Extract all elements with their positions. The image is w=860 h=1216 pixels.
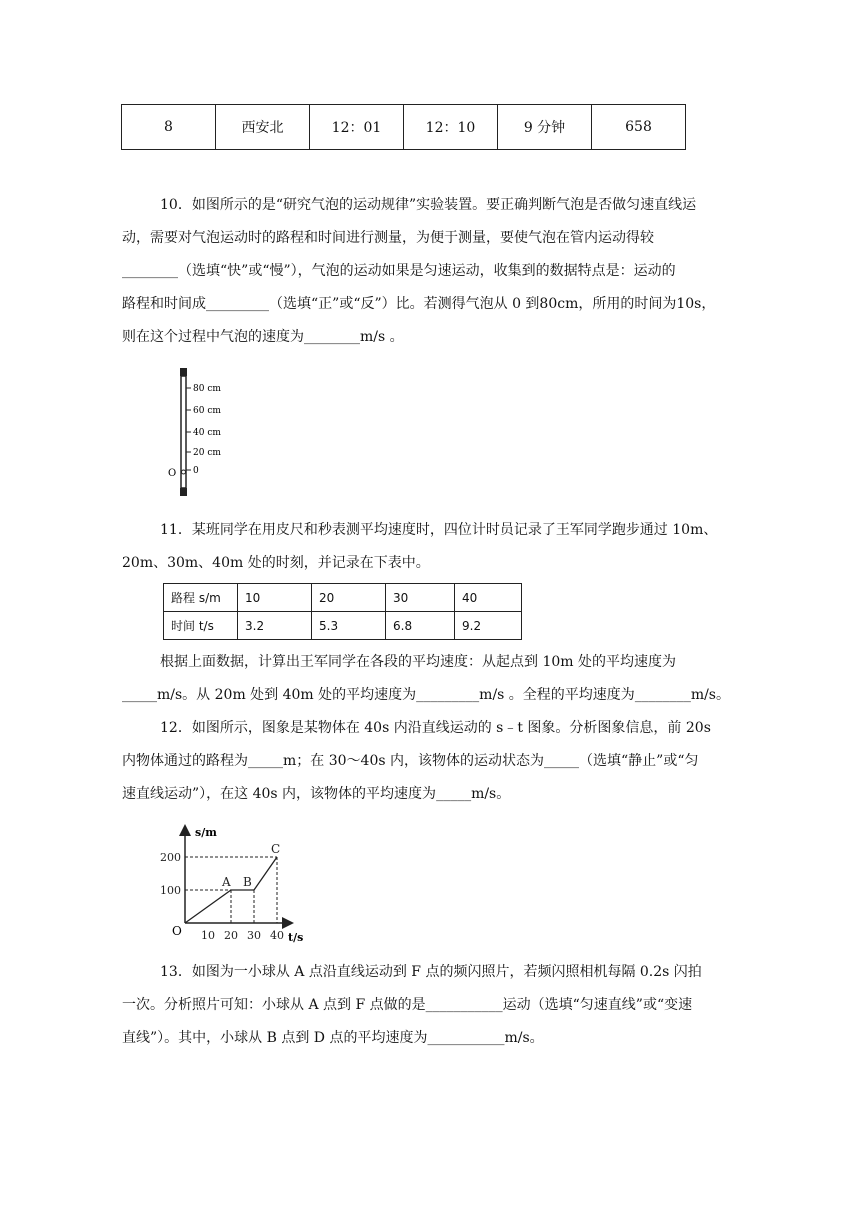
q10-line3: [122, 255, 742, 288]
q12-text: （选填“静止”或“匀: [579, 753, 699, 769]
table-cell: 12：01: [310, 105, 404, 150]
q11-text: m/s。: [690, 687, 730, 703]
q13-line3: [122, 1022, 742, 1055]
running-data-table: [163, 583, 522, 640]
answer-blank[interactable]: ________: [122, 263, 178, 279]
table-cell: 30: [386, 584, 455, 612]
point-label: A: [222, 875, 231, 889]
q10-text: （选填“快”或“慢”），气泡的运动如果是匀速运动，收集到的数据特点是：运动的: [178, 263, 676, 279]
x-tick-label: 30: [247, 929, 261, 942]
y-axis-label: s/m: [195, 826, 217, 839]
point-label: B: [243, 875, 252, 889]
q12-text: 内物体通过的路程为: [122, 753, 248, 769]
table-cell: 3.2: [238, 612, 312, 640]
table-row: [164, 584, 522, 612]
answer-blank[interactable]: _____: [122, 687, 157, 703]
point-label: C: [271, 842, 281, 856]
q13-text: 一次。分析照片可知：小球从 A 点到 F 点做的是: [122, 997, 426, 1013]
table-cell: 658: [592, 105, 686, 150]
graph-line: [185, 857, 277, 923]
table-cell: 西安北: [216, 105, 310, 150]
q12-text: m；在 30～40s 内，该物体的运动状态为: [283, 753, 544, 769]
tube-label: 20 cm: [193, 448, 221, 458]
train-schedule-table: [121, 104, 686, 150]
question-10: [122, 189, 742, 354]
q11-line3: 根据上面数据，计算出王军同学在各段的平均速度：从起点到 10m 处的平均速度为: [160, 654, 676, 670]
q11-text: m/s。从 20m 处到 40m 处的平均速度为: [157, 687, 417, 703]
tube-label: 60 cm: [193, 406, 221, 416]
answer-blank[interactable]: ___________: [427, 1030, 505, 1046]
q13-line1: 13．如图为一小球从 A 点沿直线运动到 F 点的频闪照片，若频闪照相机每隔 0.2s 闪拍: [160, 964, 702, 980]
question-12: [122, 712, 742, 811]
answer-blank[interactable]: ________: [634, 687, 691, 703]
q10-text: 则在这个过程中气泡的速度为: [122, 329, 304, 345]
table-cell: 40: [455, 584, 522, 612]
s-t-graph: [160, 822, 320, 950]
q11-line2: 20m、30m、40m 处的时刻，并记录在下表中。: [122, 555, 430, 571]
answer-blank[interactable]: _____: [436, 786, 472, 802]
x-axis-label: t/s: [288, 931, 304, 944]
answer-blank[interactable]: ________: [304, 329, 360, 345]
q10-text: （选填“正”或“反”）比。若测得气泡从 0 到80cm，所用的时间为10s，: [269, 296, 716, 312]
q13-text: m/s。: [504, 1030, 544, 1046]
tube-label: 0: [193, 466, 199, 476]
tube-label: 40 cm: [193, 428, 221, 438]
q12-line1: 12．如图所示，图象是某物体在 40s 内沿直线运动的 s﹣t 图象。分析图象信息，前 20s: [160, 720, 711, 736]
x-tick-label: 40: [270, 929, 284, 942]
table-cell: 时间 t/s: [164, 612, 238, 640]
table-row: [122, 105, 686, 150]
q12-text: 速直线运动”），在这 40s 内，该物体的平均速度为: [122, 786, 437, 802]
table-row: [164, 612, 522, 640]
question-13: [122, 956, 742, 1055]
table-cell: 6.8: [386, 612, 455, 640]
table-cell: 20: [312, 584, 386, 612]
tube-label: 80 cm: [193, 384, 221, 394]
question-11-continued: [122, 646, 742, 712]
table-cell: 5.3: [312, 612, 386, 640]
q11-line1: 11．某班同学在用皮尺和秒表测平均速度时，四位计时员记录了王军同学跑步通过 10m、: [160, 522, 718, 538]
q10-line5: [122, 321, 742, 354]
q13-text: 运动（选填“匀速直线”或“变速: [502, 997, 693, 1013]
answer-blank[interactable]: _____: [544, 753, 579, 769]
q11-line4: [122, 679, 742, 712]
q10-text: 路程和时间成: [122, 296, 206, 312]
q12-line2: [122, 745, 742, 778]
tube-cap-bottom: [180, 488, 187, 496]
q13-line2: [122, 989, 742, 1022]
q10-line1: 10．如图所示的是“研究气泡的运动规律”实验装置。要正确判断气泡是否做匀速直线运: [160, 197, 697, 213]
table-cell: 路程 s/m: [164, 584, 238, 612]
y-tick-label: 200: [160, 851, 181, 864]
table-cell: 9 分钟: [498, 105, 592, 150]
q10-line2: 动，需要对气泡运动时的路程和时间进行测量，为便于测量，要使气泡在管内运动得较: [122, 230, 654, 246]
table-cell: 8: [122, 105, 216, 150]
q13-text: 直线”）。其中，小球从 B 点到 D 点的平均速度为: [122, 1030, 428, 1046]
q12-text: m/s。: [471, 786, 511, 802]
bubble-tube-figure: [165, 366, 235, 500]
x-tick-label: 10: [201, 929, 215, 942]
answer-blank[interactable]: _________: [206, 296, 269, 312]
tube-cap-top: [180, 368, 187, 376]
q11-text: m/s 。全程的平均速度为: [479, 687, 635, 703]
table-cell: 9.2: [455, 612, 522, 640]
answer-blank[interactable]: _____: [248, 753, 283, 769]
q10-text: m/s 。: [360, 329, 404, 345]
answer-blank[interactable]: ___________: [425, 997, 503, 1013]
table-cell: 10: [238, 584, 312, 612]
x-tick-label: 20: [224, 929, 238, 942]
tube-origin-label: O: [168, 468, 177, 479]
graph-origin-label: O: [172, 924, 182, 938]
question-11: [122, 514, 742, 580]
table-cell: 12：10: [404, 105, 498, 150]
q10-line4: [122, 288, 742, 321]
answer-blank[interactable]: _________: [416, 687, 480, 703]
q12-line3: [122, 778, 742, 811]
y-tick-label: 100: [160, 884, 181, 897]
